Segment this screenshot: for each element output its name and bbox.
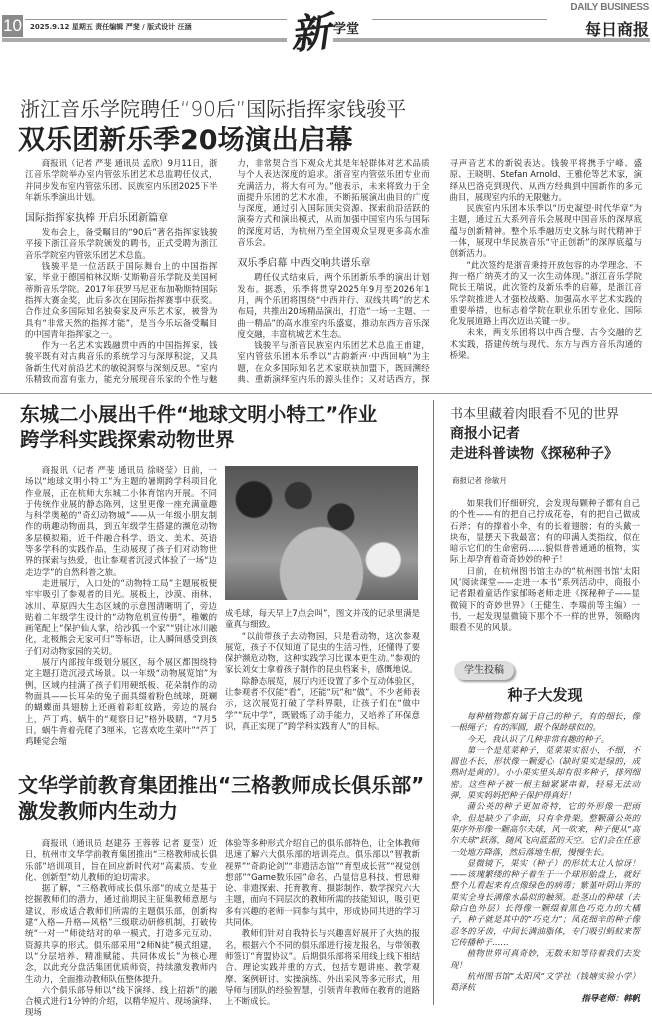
essay-title: 种子大发现 [507,686,583,704]
paragraph: 聘任仪式结束后，两个乐团新乐季的演出计划发布。据悉，乐季将贯穿2025年9月至2026年1月，两个乐团将围绕“中西并行、双线共鸣”的艺术布局，共推出20场精品演出，打造“一场一主题、一曲一精品”的高水准室内乐盛宴，推动东西方音乐深度交融，丰富杭城艺术生态。 [237,272,430,339]
paragraph: 体验等多种形式介绍自己的俱乐部特色，让全体教师迅速了解六大俱乐部的培训亮点。俱乐部以“智教新视界”“奇韵论剑”“非遗活态馆”“育型成长营”“视觉创想部”“Game数乐园”命名，凸显信息科技、哲思辩论、非遗探索、托育教育、摄影制作、数学探究六大主题，面向不同层次的教师所需的技能知识，吸引更多有兴趣的老师一同参与其中，形成协同共进的学习共同体。 [225,838,420,928]
paragraph: 每种植物都有属于自己的种子，有的细长，像一根绳子；有的浑圆，跟个保龄球似的。 [450,711,640,733]
paragraph: 如果我们仔细研究，会发现每颗种子都有自己的个性——有的把自己拧成花卷，有的把自己做成石斧；有的撑着小伞，有的长着翅膀；有的头戴一块布，显摆天下我最富；有的印满人类指纹，似在暗示它们的生命密码……貌似普普通通的植物，实际上却孕育着奇奇妙妙的种子！ [450,498,640,565]
paragraph: 第一个是苋菜种子，苋菜果实很小，不细，不圆也不长，形状像一颗爱心（缺时果实是绿的，成熟时是黄的）。小小果实里头却有很多种子，排列细密。这些种子被一根主轴紧紧串着，轻易无法动弹，果实妈妈把种子保护得真好！ [450,744,640,801]
paragraph: 植物世界可真奇妙，无数未知等待着我们去发现！ [450,948,640,970]
paragraph: 日前，在杭州图书馆主办的“杭州图书馆‘太阳风’阅读课堂——走进一本书”系列活动中，商报小记者跟着童话作家郁旸老师走进《探秘种子——显微镜下的奇妙世界》（王健生、李瑞前等主编）一书，一起发现显微镜下那个不一样的世界，领略肉眼看不见的风景。 [450,565,640,633]
essay-author: 杭州图书馆“太阳风”文学社（钱塘实验小学）葛泽杭 [450,970,640,993]
article1-body [25,158,642,390]
header-rule [25,19,287,20]
student-submission-tag: 学生投稿 [454,661,514,680]
section-logo: 新 [287,8,333,59]
column-divider [433,400,434,1005]
paragraph: 六个俱乐部导师以“线下演绎、线上招新”的融合模式进行1分钟的介绍，以精华短片、现场演绎、现场 [25,984,217,1018]
essay-body [450,711,640,1005]
paragraph: 成毛球，每天早上7点会叫”，图文并茂的记录里满是童真与细致。 [225,608,420,630]
paragraph: 走进展厅，入口处的“动物特工局”主题展板便牢牢吸引了参观者的目光。展板上，沙漠、雨林、冰川、草原四大生态区域的示意图清晰明了，旁边贴着二年级学生设计的“动物危机宣传册”，稚嫩的画笔配上“保护仙人掌，给沙狐一个家”“别让冰川融化，北极熊会无家可归”等标语，让人瞬间感受到孩子们对动物家园的关切。 [25,577,217,656]
headline-line: 文华学前教育集团推出“三格教师成长俱乐部” [18,773,425,797]
sidebar-headline [450,424,618,464]
paragraph: 商报讯（记者 严斐 通讯员 孟欣）9月11日，浙江音乐学院举办室内管弦乐团艺术总监聘任仪式，并同步发布室内管弦乐团、民族室内乐团2025下半年新乐季演出计划。 [25,158,218,202]
paragraph: “此次签约是浙音秉持开放包容的办学理念、不拘一格广纳英才的又一次生动体现。”浙江音乐学院院长王瑞说，此次签约及新乐季的启幕，是浙江音乐学院推进人才强校战略、加强高水平艺术实践的重要举措，也标志着学院在职业乐团专业化、国际化发展道路上再次迈出关键一步。 [449,259,642,327]
header-bar [2,38,287,42]
subheading: 国际指挥家执棒 开启乐团新篇章 [25,213,169,225]
paragraph: 显微镜下，果实（种子）的形状太让人惊讶！——该瑰繁缕的种子着生于一个球形胎盘上，就好整个儿看起来有点像绿色的病毒；紫堇叶阴山荠的果实全身长满像水晶似的触须。赴茎山的种球（去除白色外层）长得像一颗缀着黑色巧克力的大橘子，种子就是其中的“巧克力”；凤花细辛的种子像忍冬的牙齿，中间长满油脂体，专门吸引蚂蚁来帮它传播种子…… [450,857,640,947]
headline-line: 东城二小展出千件“地球文明小特工”作业 [20,403,378,426]
paragraph: “以前带孩子去动物园，只是看动物，这次参观展览，孩子不仅知道了昆虫的生活习性，还懂得了要保护濒危动物，这种实践学习比课本更生动。”参观的家长刘女士拿着孩子制作的昆虫档案卡，感慨地说。 [225,630,420,675]
subheading: 双乐季启幕 中西交响共谱乐章 [237,258,371,270]
page-number: 10 [3,16,22,35]
paragraph: 钱骏平是一位活跃于国际舞台上的中国指挥家，毕业于德国柏林汉斯·艾斯勒音乐学院及美国柯蒂斯音乐学院。2017年获罗马尼亚布加勒斯特国际指挥大赛金奖，此后多次在国际指挥赛事中获奖。合作过众多国际知名独奏家及声乐艺术家，被誉为具有“非常天然的指挥才能”，是当今乐坛备受瞩目的中国青年指挥家之一。 [25,261,218,339]
section-divider [0,393,652,394]
article3-headline [18,772,424,824]
article2-headline [20,402,377,452]
article3-col2 [225,838,420,1007]
header-rule [372,19,547,20]
headline-line: 商报小记者 [450,426,520,442]
paragraph: 作为一名艺术实践融贯中西的中国指挥家，钱骏平既有对古典音乐的系统学习与深厚积淀，又具备新生代对前沿艺术的敏锐洞察与深刻反思。“室内乐精致而富有张力，能充分展现音乐家的个性与魅力，非常契合当下观众尤其是年轻群体对艺术品质与个人表达深度的追求。浙音室内管弦乐团专业而充满活力，将大有可为。”他表示，未来将致力于全面提升乐团的艺术水准，不断拓展演出曲目的广度与深度，通过引入国际顶尖资源、探索前沿活跃的演奏方式和演出模式，从而加强中国室内乐与国际的深度对话，为杭州乃至全国观众呈现更多高水准音乐会。 [25,158,430,385]
article3-col1 [25,838,217,1019]
article2-col1 [25,465,217,747]
sidebar-kicker: 书本里藏着肉眼看不见的世界 [450,407,620,422]
date-line: 2025.9.12 星期五 责任编辑 严斐 / 版式设计 汪涵 [30,23,192,31]
paragraph: 发布会上，备受瞩目的“90后”著名指挥家钱骏平接下浙江音乐学院颁发的聘书，正式受聘为浙江音乐学院室内管弦乐团艺术总监。 [25,227,218,260]
sidebar-byline: 商报记者 徐敏月 [452,476,507,485]
paragraph: 商报讯（通讯员 赵建芬 王蓉蓉 记者 夏莹）近日，杭州市文华学前教育集团推出“三格教师成长俱乐部”培训项目，旨在回应新时代对“高素质、专业化、创新型”幼儿教师的迫切需求。 [25,838,217,882]
paragraph: 除静态展览，展厅内还设置了多个互动体验区，让参观者不仅能“看”，还能“玩”和“做”。不少老师表示，这次展览打破了学科界限，让孩子们在“做中学”“玩中学”，既锻炼了动手能力，又培养了环保意识，真正实现了“跨学科实践育人”的目标。 [225,675,420,731]
brand-cn: 每日商报 [584,20,649,39]
paragraph: 展厅内部按年级划分展区，每个展区都围绕特定主题打造沉浸式场景。以一年级“动物展览馆”为例，区域内挂满了孩子们用硬纸板、花朵制作的动物面具——长耳朵的兔子面具缀着粉色绒球，斑斓的蝴蝶面具翅膀上还画着彩虹纹路，旁边的展台上，芦丁鸡、蜗牛的“观察日记”格外吸睛，“7月5日，蜗牛背着壳爬了3厘米，它喜欢吃生菜叶”“芦丁鸡睡觉会缩 [25,657,217,747]
paragraph: 钱骏平与浙音民族室内乐团艺术总监王甫建，室内管弦乐团本乐季以“古韵新声·中西回响”为主题，在众多国际知名艺术家联袂加盟下，既回溯经典、重新演绎室内乐的源头佳作；又对话西方，探寻声音艺术的新锐表达。钱骏平将携手宁峰、盛原、王晓明、Stefan Arnold、王雅伦等艺术家，演绎从巴洛克到现代、从西方经典到中国新作的多元曲目，展现室内乐的无限魅力。 [237,158,642,385]
paragraph: 未来，两支乐团将以中西合璧、古今交融的艺术实践，搭建传统与现代、东方与西方音乐沟通的桥梁。 [449,327,642,361]
paragraph: 今天，我认识了几种非常有趣的种子。 [466,733,610,744]
headline-line: 走进科普读物《探秘种子》 [450,446,618,462]
essay-teacher: 指导老师：韩帆 [581,993,640,1004]
students-exhibit-photo [225,466,418,600]
paragraph: 教师们针对自我特长与兴趣喜好展开了火热的报名，根据六个不同的俱乐部进行接龙报名，与带领教师签订“育盟协议”。后期俱乐部将采用线上线下相结合、理论实践并重的方式，包括专题讲座、教学观摩、案例研讨、实操演练、外出采风等多元形式，用导师与团队的经验智慧，引领青年教师在教育的道路上不断成长。 [225,928,420,1007]
headline-line: 激发教师内生动力 [18,799,178,823]
article1-kicker: 浙江音乐学院聘任“90后”国际指挥家钱骏平 [20,97,407,121]
article1-headline: 双乐团新乐季20场演出启幕 [18,125,353,156]
paragraph: 商报讯（记者 严斐 通讯员 徐晓莹）日前，一场以“地球文明小特工”为主题的暑期跨学科项目化作业展，正在杭师大东城二小体育馆内开展。不同于传统作业展的静态陈列，这里更像一座充满童趣与科学奥秘的“奇幻动物城”——从一年级小朋友制作的萌趣动物面具，到五年级学生搭建的濒危动物多层模拟箱，近千件融合科学、语文、美术、英语等多学科的实践作品，生动展现了孩子们对动物世界的探索与热爱，也让参观者沉浸式体验了一场“边走边学”的自然科普之旅。 [25,465,217,577]
paragraph: 蒲公英的种子更加奇特，它的外形像一把雨伞，但是缺少了伞面，只有伞骨架。整颗蒲公英的果序外形像一颗高尔夫球，风一吹来，种子便从“高尔夫球”跃落，随风飞向蓝蓝的天空。它们会在任意一处地方降落，然后落地生根，慢慢生长。 [450,801,640,857]
headline-line: 跨学科实践探索动物世界 [20,428,235,451]
paragraph: 民族室内乐团本乐季以“历史凝望·时代华章”为主题，通过五大系列音乐会展现中国音乐的深厚底蕴与创新精神。整个乐季融历史文脉与时代精神于一体，展现中华民族音乐“守正创新”的深厚底蕴与创新活力。 [449,203,642,259]
paragraph: 据了解，“三格教师成长俱乐部”的成立是基于挖掘教师们的潜力，通过前期民主征集教师意愿与建议，形成适合教师们所需的主题俱乐部，创新构建“入格—升格—风格”三级联动研修机制，打破传统“一对一”师徒结对的单一模式，打造多元互动、资源共享的形式。俱乐部采用“2师N徒”模式组建，以“分层培养、精准赋能、共同体成长”为核心理念，以此充分盘活集团优质师资，持续激发教师内生动力，全面推动教师队伍整体提升。 [25,883,217,984]
section-name: 学堂 [333,22,360,37]
sidebar-body [450,498,640,634]
article2-col2 [225,608,420,732]
brand-en: DAILY BUSINESS [570,2,649,13]
